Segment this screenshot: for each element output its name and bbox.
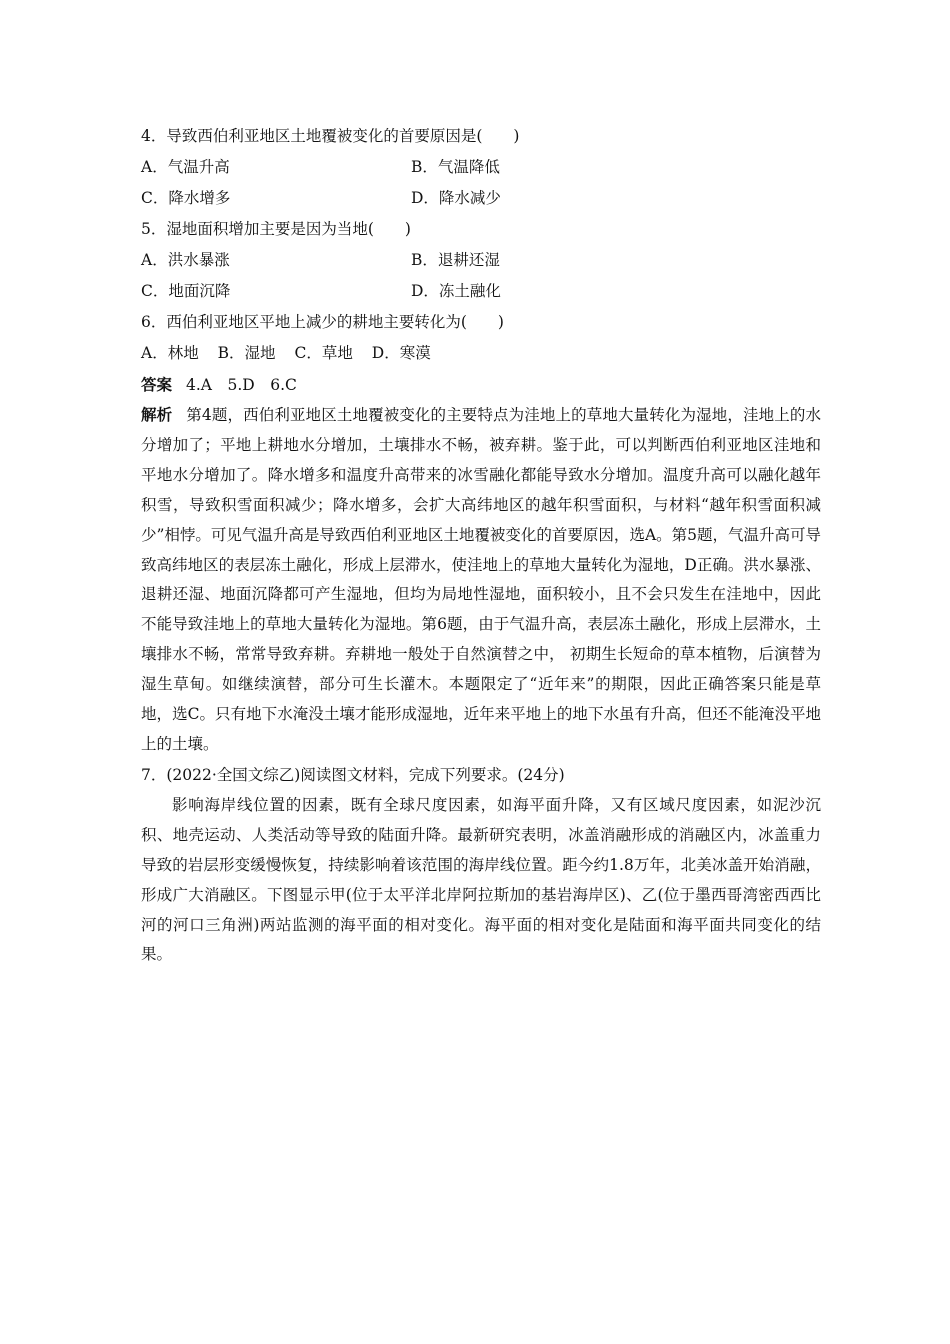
- question-5-option-c: C．地面沉降: [141, 282, 231, 300]
- question-5-options-row-2: [141, 276, 821, 307]
- question-6-option-d: D．寒漠: [371, 344, 431, 362]
- question-5-option-b: B．退耕还湿: [411, 251, 500, 269]
- question-4-option-b: B．气温降低: [411, 158, 500, 176]
- question-4-options-row-1: [141, 152, 821, 183]
- question-6-options: [141, 338, 821, 369]
- document-page: [141, 121, 821, 970]
- question-5-options-row-1: [141, 245, 821, 276]
- question-6-stem: 6．西伯利亚地区平地上减少的耕地主要转化为( ): [141, 313, 504, 331]
- answer-line: [141, 369, 821, 400]
- analysis-label: 解析: [141, 405, 173, 424]
- analysis-text: 第4题，西伯利亚地区土地覆被变化的主要特点为洼地上的草地大量转化为湿地，洼地上的水分增加了；平地上耕地水分增加，土壤排水不畅，被弃耕。鉴于此，可以判断西伯利亚地区洼地和平地水分增加了。降水增多和温度升高带来的冰雪融化都能导致水分增加。温度升高可以融化越年积雪，导致积雪面积减少；降水增多，会扩大高纬地区的越年积雪面积，与材料“越年积雪面积减少”相悖。可见气温升高是导致西伯利亚地区土地覆被变化的首要原因，选A。第5题，气温升高可导致高纬地区的表层冻土融化，形成上层滞水，使洼地上的草地大量转化为湿地，D正确。洪水暴涨、退耕还湿、地面沉降都可产生湿地，但均为局地性湿地，面积较小，且不会只发生在洼地中，因此不能导致洼地上的草地大量转化为湿地。第6题，由于气温升高，表层冻土融化，形成上层滞水，土壤排水不畅，常常导致弃耕。弃耕地一般处于自然演替之中， 初期生长短命的草本植物，后演替为湿生草甸。如继续演替，部分可生长灌木。本题限定了“近年来”的期限，因此正确答案只能是草地，选C。只有地下水淹没土壤才能形成湿地，近年来平地上的地下水虽有升高，但还不能淹没平地上的土壤。: [141, 406, 821, 753]
- question-6-option-a: A．林地: [141, 344, 199, 362]
- question-4-option-c: C．降水增多: [141, 189, 231, 207]
- answer-text: 4.A 5.D 6.C: [186, 376, 297, 394]
- question-4-stem: 4．导致西伯利亚地区土地覆被变化的首要原因是( ): [141, 127, 520, 145]
- question-4-options-row-2: [141, 183, 821, 214]
- question-7-material: 影响海岸线位置的因素，既有全球尺度因素，如海平面升降，又有区域尺度因素，如泥沙沉积、地壳运动、人类活动等导致的陆面升降。最新研究表明，冰盖消融形成的消融区内，冰盖重力导致的岩层形变缓慢恢复，持续影响着该范围的海岸线位置。距今约1.8万年，北美冰盖开始消融，形成广大消融区。下图显示甲(位于太平洋北岸阿拉斯加的基岩海岸区)、乙(位于墨西哥湾密西西比河的河口三角洲)两站监测的海平面的相对变化。海平面的相对变化是陆面和海平面共同变化的结果。: [141, 795, 821, 964]
- question-5-stem: 5．湿地面积增加主要是因为当地( ): [141, 220, 411, 238]
- answer-label: 答案: [141, 375, 173, 394]
- question-6-option-b: B．湿地: [217, 344, 276, 362]
- question-4-option-a: A．气温升高: [141, 158, 230, 176]
- analysis-paragraph: [141, 400, 821, 760]
- question-5-option-d: D．冻土融化: [411, 282, 501, 300]
- question-6-option-c: C．草地: [294, 344, 353, 362]
- question-4-option-d: D．降水减少: [411, 189, 501, 207]
- question-5-option-a: A．洪水暴涨: [141, 251, 230, 269]
- question-7-stem: 7．(2022·全国文综乙)阅读图文材料，完成下列要求。(24分): [141, 765, 565, 784]
